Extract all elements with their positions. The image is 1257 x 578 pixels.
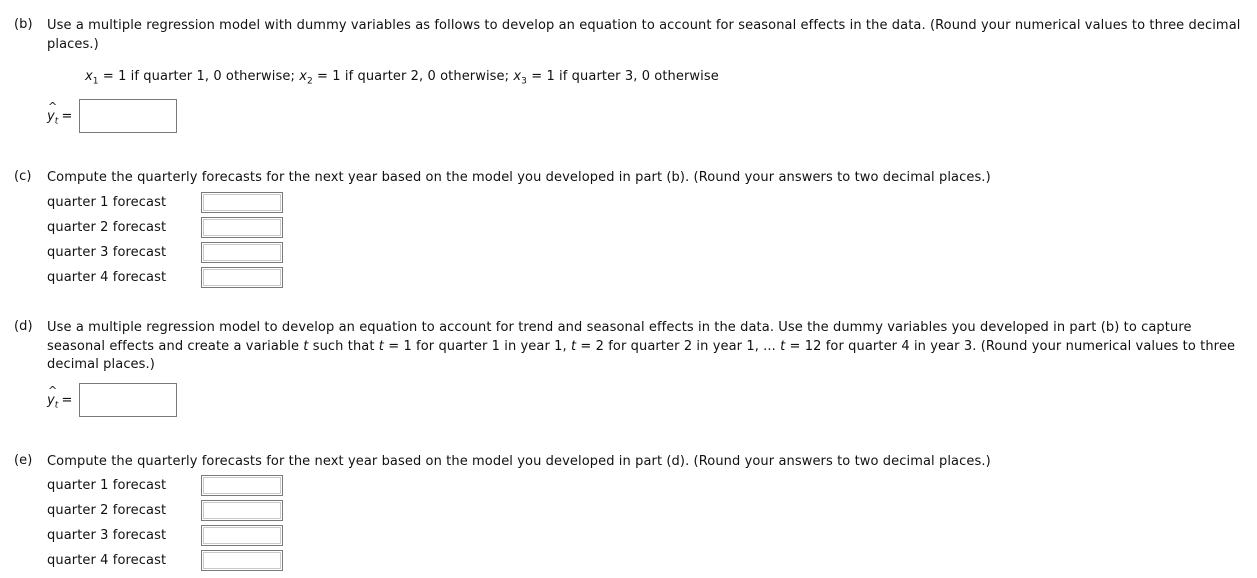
part-d-equation-input[interactable] <box>79 383 177 417</box>
part-b-label: (b) <box>14 17 33 32</box>
part-e-instructions: Compute the quarterly forecasts for the next year based on the model you developed in part (d). (Round your answers to two decimal places.) <box>47 454 991 469</box>
part-c-label: (c) <box>14 169 32 184</box>
part-c-quarter-3-input[interactable] <box>201 242 283 263</box>
part-c-quarter-1-input[interactable] <box>201 192 283 213</box>
yhat-label: ^ $y_t$ = <box>47 109 72 127</box>
forecast-label: quarter 4 forecast <box>47 270 167 285</box>
part-c-quarter-1-row <box>47 192 287 214</box>
part-c-quarter-4-input[interactable] <box>201 267 283 288</box>
part-c-quarter-4-row <box>47 267 287 289</box>
forecast-label: quarter 1 forecast <box>47 478 167 493</box>
forecast-label: quarter 3 forecast <box>47 245 167 260</box>
part-e-quarter-1-row <box>47 475 287 497</box>
part-e-quarter-2-row <box>47 500 287 522</box>
dummy-variable-definition: $x_1 = 1$ if quarter 1, 0 otherwise; $x_2 = 1$ if quarter 2, 0 otherwise; $x_3 = 1$ if quarter 3, 0 otherwise <box>85 69 719 87</box>
part-e-quarter-3-input[interactable] <box>201 525 283 546</box>
forecast-label: quarter 2 forecast <box>47 503 167 518</box>
part-e-quarter-3-row <box>47 525 287 547</box>
yhat-label: ^ $y_t$ = <box>47 393 72 411</box>
part-c-quarter-2-row <box>47 217 287 239</box>
part-b-equation-input[interactable] <box>79 99 177 133</box>
part-e-label: (e) <box>14 453 33 468</box>
part-d-label: (d) <box>14 319 33 334</box>
part-e-quarter-4-input[interactable] <box>201 550 283 571</box>
part-c-quarter-3-row <box>47 242 287 264</box>
part-c-quarter-2-input[interactable] <box>201 217 283 238</box>
forecast-label: quarter 4 forecast <box>47 553 167 568</box>
forecast-label: quarter 2 forecast <box>47 220 167 235</box>
part-e-quarter-1-input[interactable] <box>201 475 283 496</box>
part-b-instructions: Use a multiple regression model with dummy variables as follows to develop an equation to account for seasonal effects in the data. (Round your numerical values to three decimal places.) <box>47 18 1241 52</box>
forecast-label: quarter 3 forecast <box>47 528 167 543</box>
part-d-instructions: Use a multiple regression model to develop an equation to account for trend and seasonal effects in the data. Use the dummy variables you developed in part (b) to capture seasonal effects and create a variable t such that t = 1 for quarter 1 in year 1, t = 2 for quarter 2 in year 1, ... t = 12 for quarter 4 in year 3. (Round your numerical values to three decimal places.) <box>47 320 1236 372</box>
part-c-instructions: Compute the quarterly forecasts for the next year based on the model you developed in part (b). (Round your answers to two decimal places.) <box>47 170 991 185</box>
forecast-label: quarter 1 forecast <box>47 195 167 210</box>
part-e-quarter-2-input[interactable] <box>201 500 283 521</box>
part-e-quarter-4-row <box>47 550 287 572</box>
